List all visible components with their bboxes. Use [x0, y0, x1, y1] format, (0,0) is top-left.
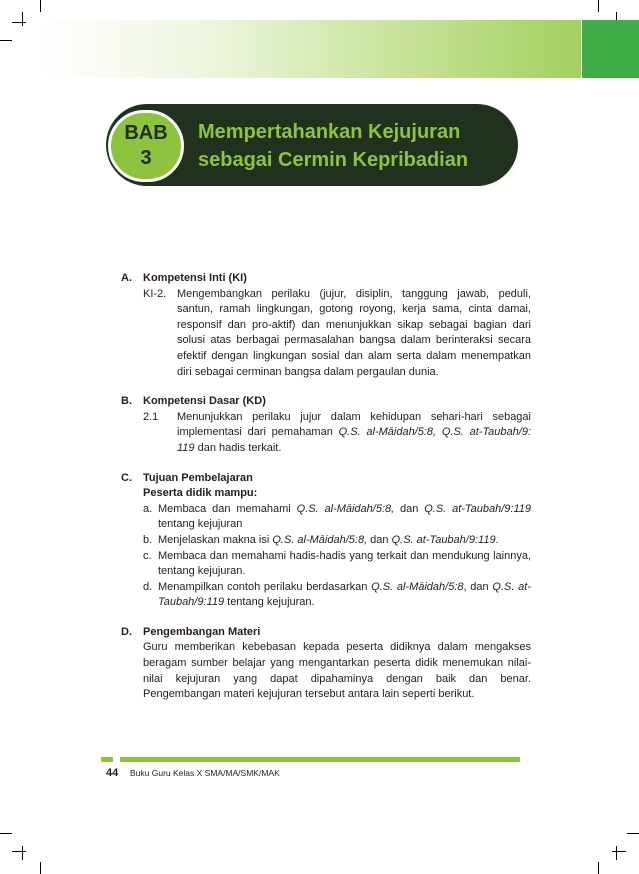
section-b [121, 394, 531, 456]
section-heading [121, 271, 531, 287]
item-reference: Q.S. al-Māidah/5:8, [272, 533, 368, 546]
crop-mark [0, 833, 12, 834]
section-letter: A. [121, 272, 132, 284]
item-number: a. [143, 502, 153, 515]
page-number: 44 [106, 767, 119, 779]
crop-mark [598, 0, 599, 12]
section-body [143, 410, 531, 457]
chapter-title-line2: sebagai Cermin Kepribadian [198, 149, 469, 171]
item-text [158, 533, 499, 549]
section-letter: C. [121, 471, 132, 484]
list-item [143, 549, 531, 580]
section-letter: B. [121, 395, 132, 408]
section-heading [121, 394, 531, 410]
item-reference: Q.S. al-Māidah/5:8, Q.S. at-Taubah/9: 119 [177, 426, 532, 454]
item-text: Mengembangkan perilaku (jujur, disiplin, tanggung jawab, peduli, santun, ramah lingkungan, gotong royong, kerja sama, cinta damai, responsif dan pro-aktif) dan menunjukkan sikap sebagai bagian dari solusi atas berbagai permasalahan bangsa dalam berinteraksi secara efektif dengan lingkungan sosial dan alam serta dalam menempatkan diri sebagai cerminan bangsa dalam pergaulan dunia. [177, 287, 531, 378]
crop-mark [22, 846, 23, 860]
chapter-label: BAB [124, 122, 168, 144]
item-text-pre: Menunjukkan perilaku jujur dalam kehidupan sehari-hari sebagai implementasi dari pemahaman [177, 410, 531, 439]
item-text-pre: Membaca dan memahami [158, 502, 297, 515]
item-number: b. [143, 533, 153, 546]
item-text-mid: dan [367, 533, 392, 546]
header-green-square [582, 20, 639, 78]
section-d [121, 625, 531, 703]
item-number: c. [143, 549, 152, 562]
item-text [158, 502, 531, 533]
item-text-mid: dan [394, 502, 425, 515]
crop-mark [12, 22, 26, 23]
item-text: Membaca dan memahami hadis-hadis yang terkait dan mendukung lainnya, tentang kejujuran. [158, 549, 531, 578]
item-number: KI-2. [143, 287, 167, 300]
item-text-post: dan hadis terkait. [194, 441, 282, 454]
item-reference: Q.S. al-Māidah/5:8 [371, 580, 464, 593]
item-reference: Q.S. al-Māidah/5:8, [296, 502, 395, 515]
chapter-number: 3 [140, 147, 152, 169]
item-text [158, 580, 531, 611]
section-a [121, 271, 531, 380]
section-heading [121, 471, 531, 487]
list-item [143, 502, 531, 533]
item-text-pre: Menjelaskan makna isi [158, 533, 273, 546]
section-body [143, 640, 531, 702]
section-body [143, 287, 531, 381]
crop-mark [22, 12, 23, 26]
footer-rule [120, 757, 520, 762]
section-title: Tujuan Pembelajaran [143, 471, 253, 484]
section-letter: D. [121, 625, 132, 638]
list-item [143, 580, 531, 611]
item-number: 2.1 [143, 410, 159, 423]
section-title: Kompetensi Dasar (KD) [143, 395, 266, 408]
item-text-post: tentang kejujuran [158, 518, 243, 531]
list-item [143, 287, 531, 381]
section-subheading: Peserta didik mampu: [143, 487, 258, 500]
crop-mark [40, 862, 41, 874]
item-reference: Q.S. at-Taubah/9:119 [391, 533, 496, 546]
item-text-post: tentang kejujuran. [224, 596, 315, 609]
section-paragraph: Guru memberikan kebebasan kepada peserta didiknya dalam mengakses beragam sumber belajar yang mengantarkan peserta didik menemukan nilai-nilai kejujuran yang dapat dipahaminya dengan baik dan benar. Pengembangan materi kejujuran tersebut antara lain seperti berikut. [143, 641, 531, 701]
section-title: Pengembangan Materi [143, 625, 261, 638]
header-gradient-band [40, 20, 581, 78]
crop-mark [0, 40, 12, 41]
main-content [121, 271, 531, 717]
crop-mark [612, 851, 626, 852]
crop-mark [598, 862, 599, 874]
item-text-mid: , dan [463, 580, 493, 593]
crop-mark [616, 846, 617, 860]
section-heading [121, 625, 531, 641]
chapter-title [198, 118, 508, 174]
footer-book-title: Buku Guru Kelas X SMA/MA/SMK/MAK [130, 768, 280, 778]
crop-mark [12, 851, 26, 852]
crop-mark [40, 0, 41, 12]
section-title: Kompetensi Inti (KI) [143, 272, 247, 284]
item-reference: Q.S. at-Taubah/9:119 [158, 580, 531, 609]
item-text [177, 410, 531, 457]
item-text-pre: Menampilkan contoh perilaku berdasarkan [158, 580, 372, 593]
chapter-badge [108, 110, 184, 182]
section-c [121, 471, 531, 611]
crop-mark [627, 833, 639, 834]
list-item [143, 533, 531, 549]
item-number: d. [143, 580, 153, 593]
chapter-title-line1: Mempertahankan Kejujuran [198, 121, 461, 143]
list-item [143, 410, 531, 457]
item-text-post: . [495, 533, 499, 546]
footer-marker [101, 757, 113, 762]
item-reference: Q.S. at-Taubah/9:119 [424, 502, 531, 515]
section-body [143, 486, 531, 611]
